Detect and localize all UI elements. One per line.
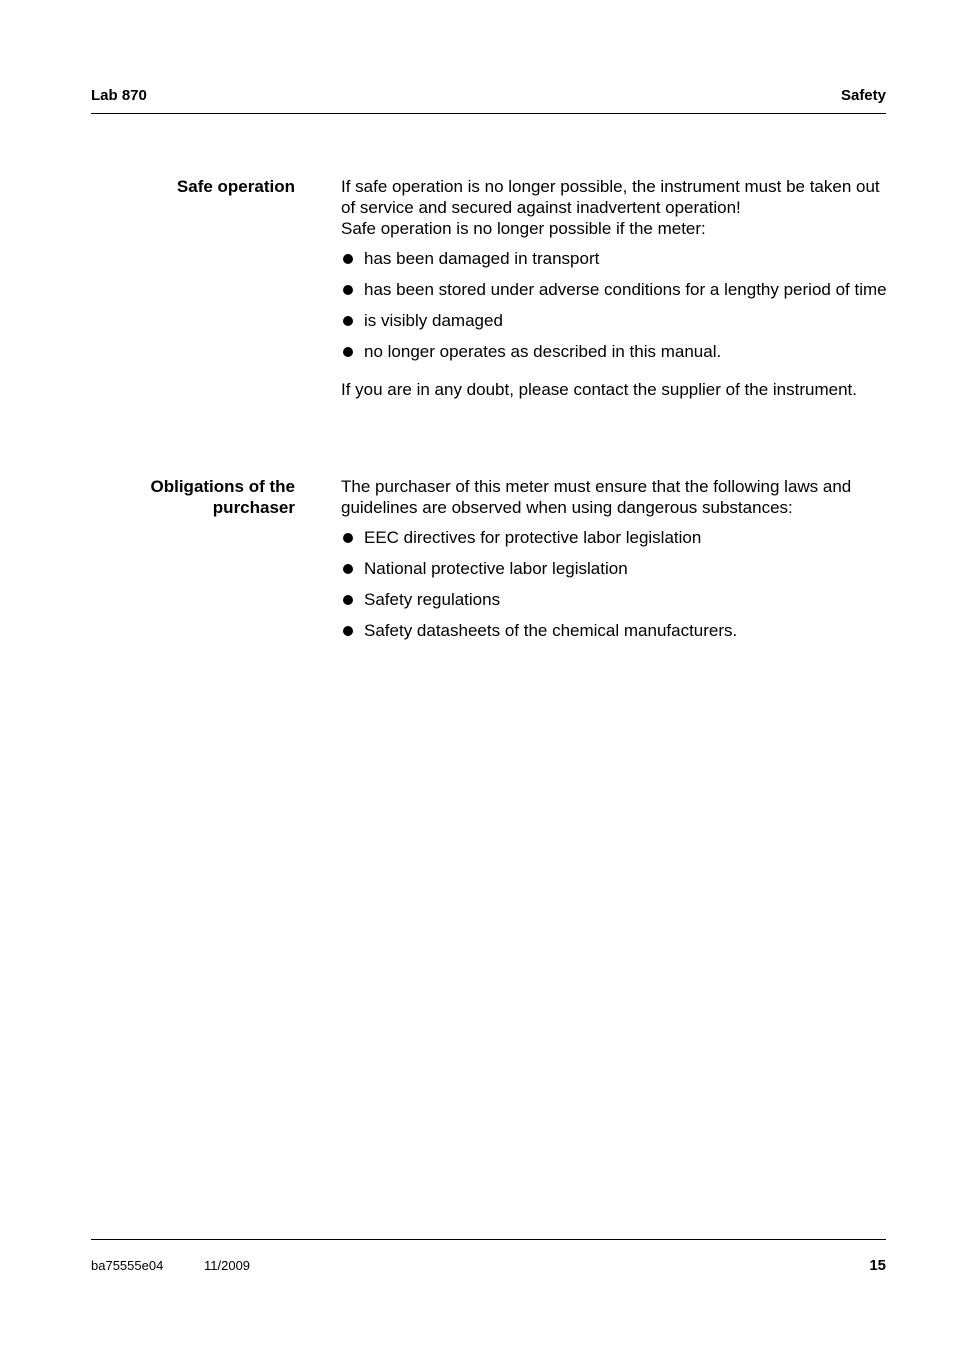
section-heading-line: Obligations of the bbox=[150, 477, 295, 496]
intro-line: If safe operation is no longer possible, the instrument must be taken out of service and secured against inadvertent operation! bbox=[341, 177, 880, 217]
intro-line: The purchaser of this meter must ensure that the following laws and guidelines are observed when using dangerous substances: bbox=[341, 477, 852, 517]
list-item-text: is visibly damaged bbox=[364, 311, 503, 330]
section-heading-line: purchaser bbox=[212, 498, 295, 517]
bullet-icon bbox=[343, 347, 353, 357]
header-divider bbox=[91, 113, 886, 114]
bullet-icon bbox=[343, 316, 353, 326]
footer-document-id: ba75555e04 bbox=[91, 1258, 164, 1273]
intro-paragraph bbox=[341, 476, 889, 518]
list-item bbox=[341, 527, 889, 548]
list-item-text: Safety regulations bbox=[364, 590, 501, 609]
section-body bbox=[341, 176, 889, 400]
section-body bbox=[341, 476, 889, 651]
section-heading bbox=[91, 476, 295, 518]
list-item bbox=[341, 310, 889, 331]
intro-paragraph bbox=[341, 176, 889, 239]
list-item bbox=[341, 341, 889, 362]
bullet-list bbox=[341, 248, 889, 362]
list-item-text: Safety datasheets of the chemical manufacturers. bbox=[364, 621, 738, 640]
section-heading-line: Safe operation bbox=[176, 177, 295, 196]
bullet-icon bbox=[343, 626, 353, 636]
list-item bbox=[341, 558, 889, 579]
bullet-icon bbox=[343, 285, 353, 295]
header-chapter-title: Safety bbox=[840, 87, 886, 104]
list-item bbox=[341, 279, 889, 300]
list-item-text: has been damaged in transport bbox=[364, 249, 600, 268]
bullet-icon bbox=[343, 533, 353, 543]
section-heading bbox=[91, 176, 295, 197]
list-item-text: National protective labor legislation bbox=[364, 559, 628, 578]
closing-paragraph: If you are in any doubt, please contact the supplier of the instrument. bbox=[341, 380, 857, 399]
list-item-text: no longer operates as described in this manual. bbox=[364, 342, 722, 361]
bullet-icon bbox=[343, 595, 353, 605]
intro-line: Safe operation is no longer possible if the meter: bbox=[341, 219, 706, 238]
bullet-icon bbox=[343, 564, 353, 574]
bullet-icon bbox=[343, 254, 353, 264]
list-item bbox=[341, 620, 889, 641]
list-item bbox=[341, 589, 889, 610]
list-item-text: has been stored under adverse conditions for a lengthy period of time bbox=[364, 280, 887, 299]
header-product-name: Lab 870 bbox=[91, 87, 147, 104]
footer-date: 11/2009 bbox=[204, 1258, 251, 1273]
footer-divider bbox=[91, 1239, 886, 1240]
list-item bbox=[341, 248, 889, 269]
list-item-text: EEC directives for protective labor legislation bbox=[364, 528, 702, 547]
bullet-list bbox=[341, 527, 889, 641]
page-number: 15 bbox=[869, 1257, 886, 1274]
